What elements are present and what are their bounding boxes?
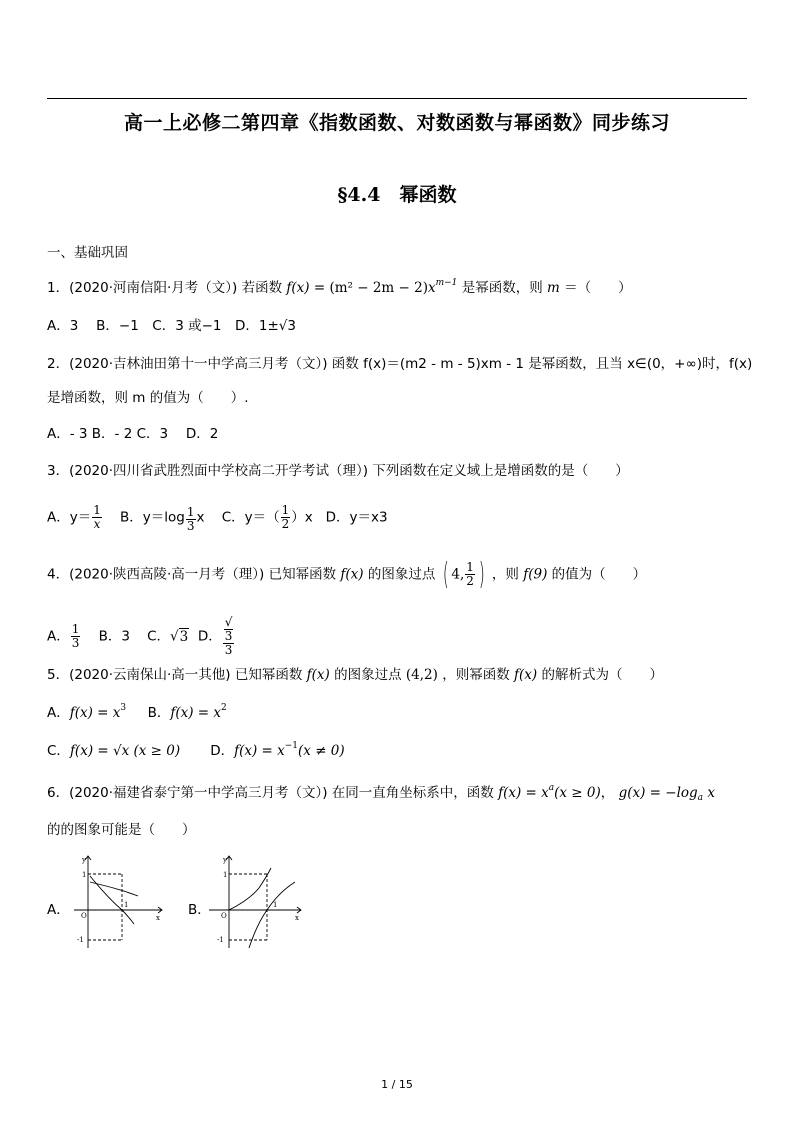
page-number: 1 / 15 <box>381 1078 413 1091</box>
q6-graph-a <box>70 852 166 952</box>
q5-stem: 5．(2020·云南保山·高一其他) 已知幂函数 f(x) 的图象过点 (4,2) ，则幂函数 f(x) 的解析式为（ ） <box>47 667 663 683</box>
q2-stem-line1: 2．(2020·吉林油田第十一中学高三月考（文）) 函数 f(x)＝(m2 - m - 5)xm - 1 是幂函数，且当 x∈(0，+∞)时，f(x) <box>47 356 753 372</box>
svg-text:1: 1 <box>82 871 87 879</box>
svg-text:-1: -1 <box>77 936 84 944</box>
svg-text:O: O <box>221 912 227 920</box>
svg-text:1: 1 <box>124 901 129 909</box>
q1-stem: 1．(2020·河南信阳·月考（文）) 若函数 $f(x) = (m^2 - 2m - 2)x^{m-1}$ 是幂函数，则 m ＝（ ） <box>47 278 632 296</box>
q5-options-ab: A．$f(x) = x^3$ B．$f(x) = x^2$ <box>47 703 227 721</box>
svg-text:O: O <box>81 912 87 920</box>
svg-text:1: 1 <box>223 871 228 879</box>
q2-options: A．- 3 B．- 2 C．3 D．2 <box>47 426 219 442</box>
part-heading: 一、基础巩固 <box>47 245 128 261</box>
q6-stem-line1: 6．(2020·福建省泰宁第一中学高三月考（文）) 在同一直角坐标系中，函数 $f(x) = x^a(x \ge 0)$， $g(x) = -\log_a$ x <box>47 783 715 803</box>
page-title: 高一上必修二第四章《指数函数、对数函数与幂函数》同步练习 <box>123 112 670 134</box>
svg-text:x: x <box>156 914 160 922</box>
header-rule <box>47 98 747 99</box>
q4-options: A． $\frac{1}{3}$ B．3 C．√3 D． √ 3 3 <box>47 615 233 657</box>
q5-options-cd: C．f(x) = √x (x ≥ 0) D．$f(x) = x^{-1}(x \ne 0)$ <box>47 741 345 759</box>
q3-options: A．y＝ $\frac{1}{x}$ B．y＝log $\frac{1}{3}$ x C．y＝（ $\frac{1}{2}$ ）x D．y＝x3 <box>47 503 388 533</box>
svg-text:1: 1 <box>273 901 278 909</box>
section-title: §4.4 幂函数 <box>337 184 457 206</box>
q2-stem-line2: 是增函数，则 m 的值为（ ）. <box>47 390 249 406</box>
svg-text:y: y <box>82 856 86 864</box>
q6-option-b-label: B． <box>188 902 211 918</box>
svg-text:y: y <box>223 856 227 864</box>
q6-option-a-label: A． <box>47 902 70 918</box>
q1-expression: = $(m^2 - 2m - 2)x^{m-1}$ <box>313 278 458 296</box>
q6-stem-line2: 的的图象可能是（ ） <box>47 822 196 838</box>
svg-text:x: x <box>295 914 299 922</box>
curve-g <box>90 882 138 896</box>
q3-stem: 3．(2020·四川省武胜烈面中学校高二开学考试（理）) 下列函数在定义域上是增函数的是（ ） <box>47 463 629 479</box>
q4-stem: 4．(2020·陕西高陵·高一月考（理）) 已知幂函数 f(x) 的图象过点 ( 4, $\frac{1}{2}$ ) ，则 f(9) 的值为（ ） <box>47 556 647 592</box>
q6-graph-b <box>205 852 305 952</box>
q1-options: A．3 B．−1 C．3 或−1 D．1±√3 <box>47 318 296 334</box>
svg-text:-1: -1 <box>217 936 224 944</box>
